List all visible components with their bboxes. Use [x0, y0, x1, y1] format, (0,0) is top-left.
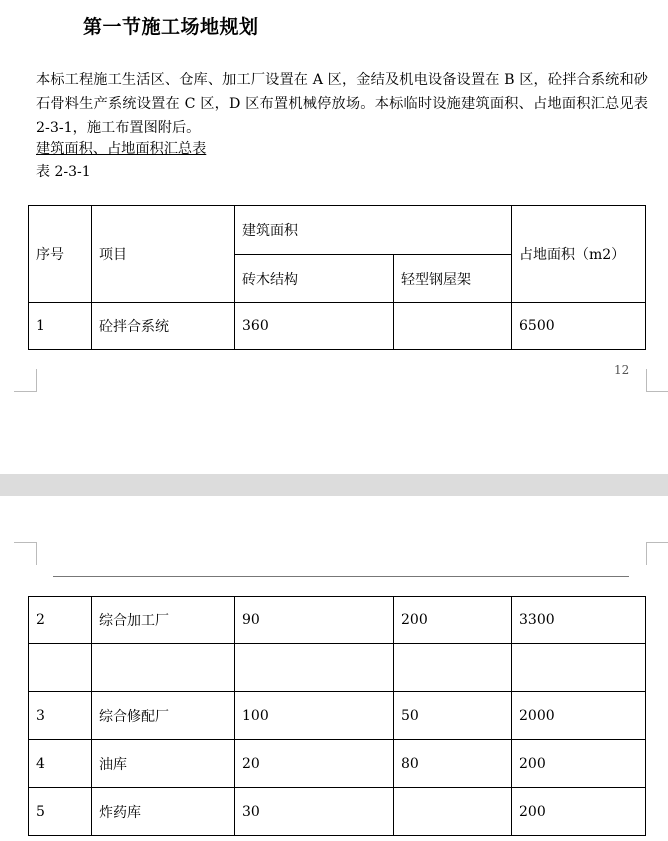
body-paragraph: 本标工程施工生活区、仓库、加工厂设置在 A 区，金结及机电设备设置在 B 区，砼拌合系统和砂石骨料生产系统设置在 C 区，D 区布置机械停放场。本标临时设施建筑面积、占地面积汇总见表 2-3-1，施工布置图附后。: [36, 72, 648, 136]
cell-steel: 80: [394, 740, 512, 788]
header-light-steel: 轻型钢屋架: [394, 255, 512, 303]
header-item: 项目: [92, 206, 235, 303]
header-brick-wood: 砖木结构: [235, 255, 394, 303]
cell-item: [92, 644, 235, 692]
cell-steel: [394, 788, 512, 836]
cell-land: 6500: [512, 303, 646, 350]
cell-item: 炸药库: [92, 788, 235, 836]
table-row: [29, 303, 646, 350]
cell-no: 3: [29, 692, 92, 740]
cell-item: 砼拌合系统: [92, 303, 235, 350]
cell-steel: [394, 644, 512, 692]
page-corner-mark: [646, 542, 668, 565]
table-row: [29, 597, 646, 644]
cell-brick: 30: [235, 788, 394, 836]
page-gap: [0, 474, 668, 496]
page-corner-mark: [646, 369, 668, 392]
cell-land: 3300: [512, 597, 646, 644]
cell-brick: 90: [235, 597, 394, 644]
cell-no: 4: [29, 740, 92, 788]
cell-no: 5: [29, 788, 92, 836]
page-corner-mark: [14, 542, 37, 565]
cell-steel: [394, 303, 512, 350]
table-row: [29, 644, 646, 692]
cell-land: 2000: [512, 692, 646, 740]
header-building-area: 建筑面积: [235, 206, 512, 255]
table-row: [29, 788, 646, 836]
header-rule: [53, 576, 629, 577]
table-number: 表 2-3-1: [36, 164, 91, 180]
cell-item: 油库: [92, 740, 235, 788]
cell-brick: 20: [235, 740, 394, 788]
cell-brick: 100: [235, 692, 394, 740]
table-row: [29, 692, 646, 740]
page-corner-mark: [14, 369, 37, 392]
page-number: 12: [614, 363, 630, 377]
summary-table-part1: [28, 205, 646, 350]
cell-land: [512, 644, 646, 692]
header-land-area: 占地面积（m2）: [512, 206, 646, 303]
header-no: 序号: [29, 206, 92, 303]
cell-no: [29, 644, 92, 692]
cell-steel: 200: [394, 597, 512, 644]
cell-item: 综合修配厂: [92, 692, 235, 740]
cell-no: 1: [29, 303, 92, 350]
section-heading: 第一节施工场地规划: [83, 16, 259, 38]
summary-table-part2: [28, 596, 646, 836]
cell-item: 综合加工厂: [92, 597, 235, 644]
table-caption: 建筑面积、占地面积汇总表: [36, 141, 207, 157]
cell-brick: 360: [235, 303, 394, 350]
cell-brick: [235, 644, 394, 692]
table-row: [29, 740, 646, 788]
cell-land: 200: [512, 740, 646, 788]
cell-steel: 50: [394, 692, 512, 740]
cell-land: 200: [512, 788, 646, 836]
cell-no: 2: [29, 597, 92, 644]
